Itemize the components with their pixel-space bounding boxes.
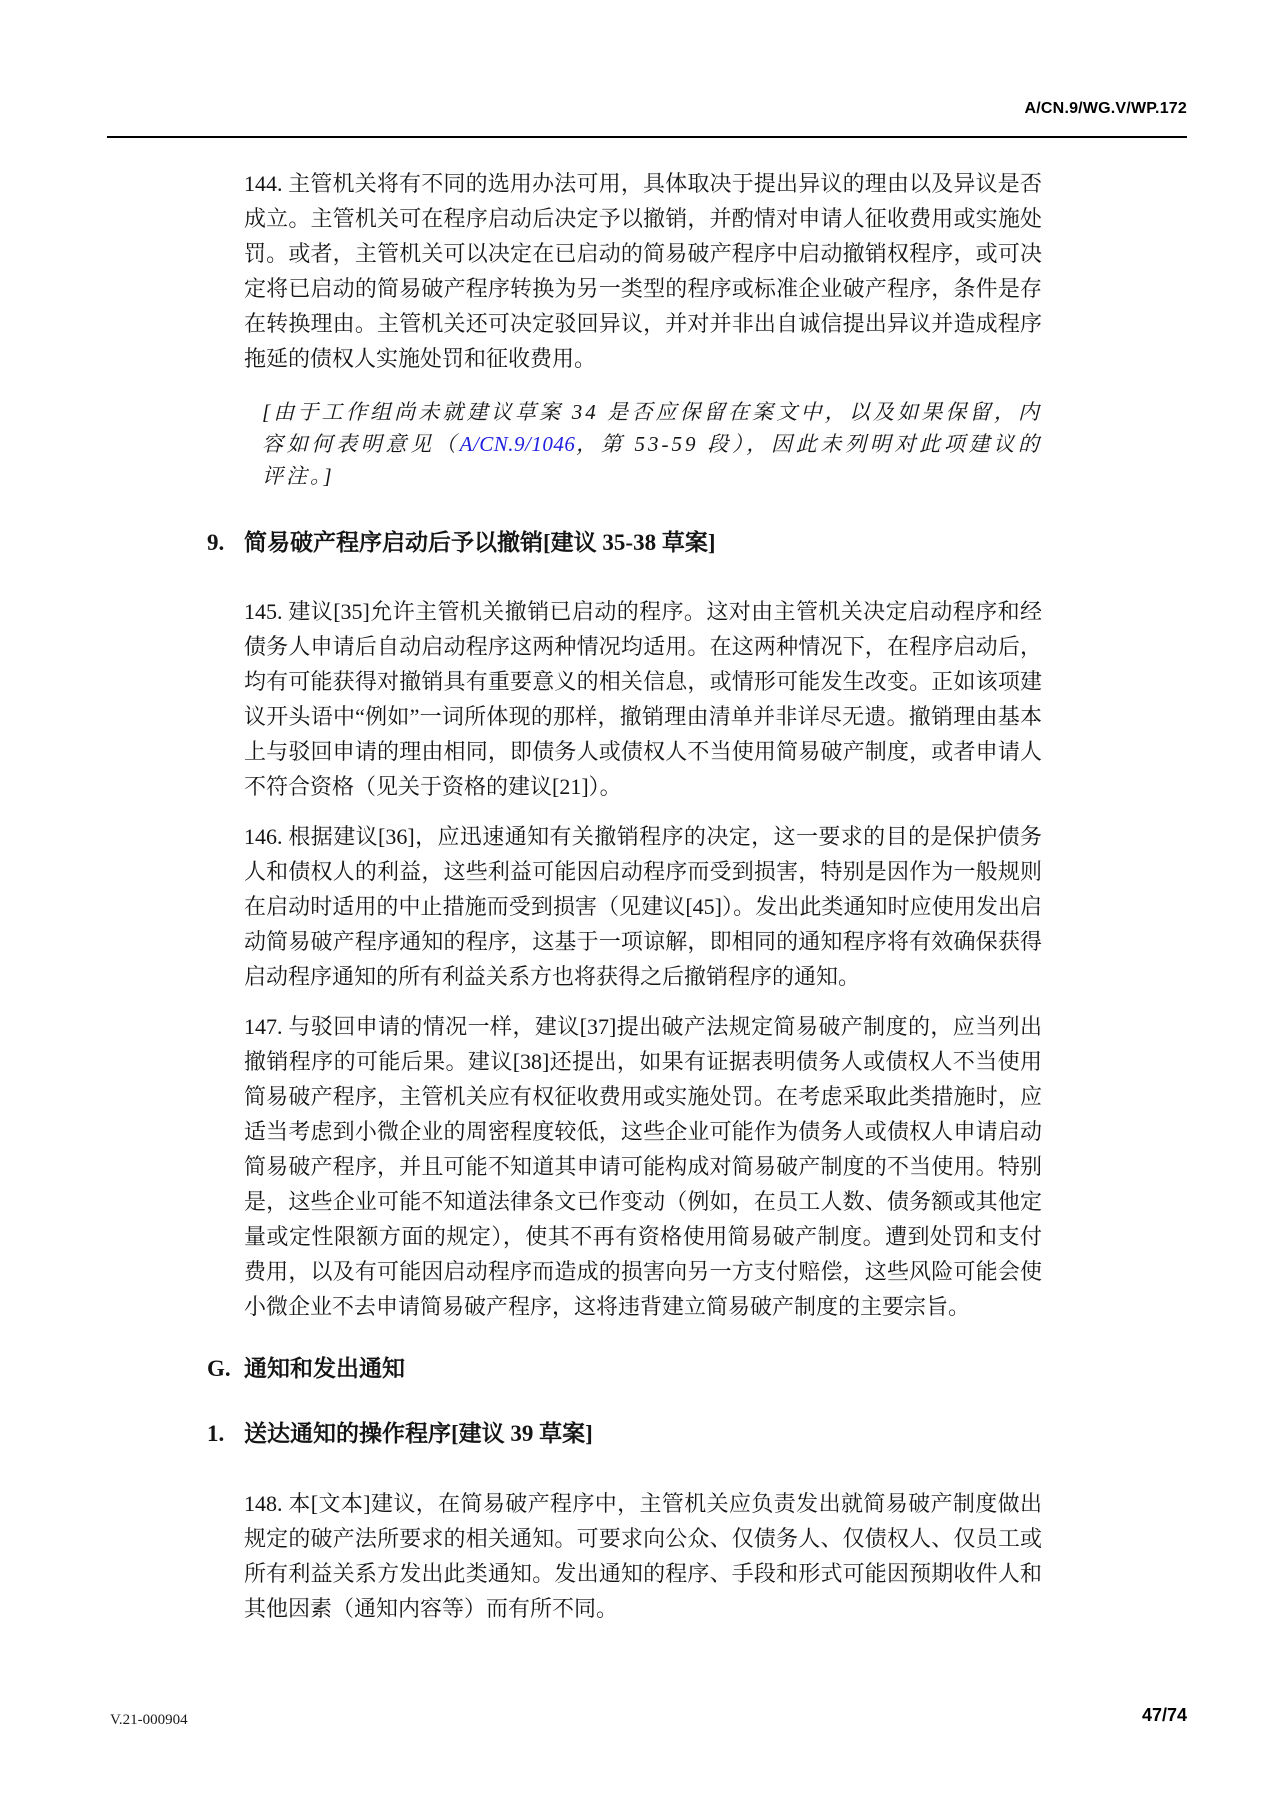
- note-text-before-link: [由于工作组尚未就建议草案 34 是否应保留在案文中，以及如果保留，内容如何表明意见（: [262, 400, 1042, 456]
- paragraph-144: 144. 主管机关将有不同的选用办法可用，具体取决于提出异议的理由以及异议是否成立。主管机关可在程序启动后决定予以撤销，并酌情对申请人征收费用或实施处罚。或者，主管机关可以决定在已启动的简易破产程序中启动撤销权程序，或可决定将已启动的简易破产程序转换为另一类型的程序或标准企业破产程序，条件是存在转换理由。主管机关还可决定驳回异议，并对并非出自诚信提出异议并造成程序拖延的债权人实施处罚和征收费用。: [244, 171, 1042, 371]
- subsection-1-number: 1.: [207, 1421, 225, 1446]
- document-body: [207, 0, 1043, 1626]
- section-g-heading: [207, 1351, 1042, 1386]
- section-g-number: G.: [207, 1356, 231, 1381]
- working-group-note: [262, 396, 1042, 492]
- subsection-1-heading: [207, 1416, 1042, 1451]
- footer-job-number: V.21-000904: [110, 1712, 188, 1728]
- paragraph-145: 145. 建议[35]允许主管机关撤销已启动的程序。这对由主管机关决定启动程序和经债务人申请后自动启动程序这两种情况均适用。在这两种情况下，在程序启动后，均有可能获得对撤销具有重要意义的相关信息，或情形可能发生改变。正如该项建议开头语中“例如”一词所体现的那样，撤销理由清单并非详尽无遗。撤销理由基本上与驳回申请的理由相同，即债务人或债权人不当使用简易破产制度，或者申请人不符合资格（见关于资格的建议[21]）。: [244, 599, 1042, 799]
- document-symbol: A/CN.9/WG.V/WP.172: [1024, 100, 1187, 117]
- footer-page-number: 47/74: [1141, 1705, 1187, 1725]
- paragraph-146: 146. 根据建议[36]，应迅速通知有关撤销程序的决定，这一要求的目的是保护债务人和债权人的利益，这些利益可能因启动程序而受到损害，特别是因作为一般规则在启动时适用的中止措施而受到损害（见建议[45]）。发出此类通知时应使用发出启动简易破产程序通知的程序，这基于一项谅解，即相同的通知程序将有效确保获得启动程序通知的所有利益关系方也将获得之后撤销程序的通知。: [244, 824, 1042, 989]
- document-reference-link[interactable]: A/CN.9/1046: [459, 432, 576, 456]
- section-g-title: 通知和发出通知: [244, 1356, 405, 1381]
- section-9-heading: [207, 525, 1042, 560]
- paragraph-148: 148. 本[文本]建议，在简易破产程序中，主管机关应负责发出就简易破产制度做出规定的破产法所要求的相关通知。可要求向公众、仅债务人、仅债权人、仅员工或所有利益关系方发出此类通知。发出通知的程序、手段和形式可能因预期收件人和其他因素（通知内容等）而有所不同。: [244, 1491, 1042, 1621]
- subsection-1-title: 送达通知的操作程序[建议 39 草案]: [244, 1421, 593, 1446]
- section-9-number: 9.: [207, 530, 225, 555]
- paragraph-147: 147. 与驳回申请的情况一样，建议[37]提出破产法规定简易破产制度的，应当列出撤销程序的可能后果。建议[38]还提出，如果有证据表明债务人或债权人不当使用简易破产程序，主管机关应有权征收费用或实施处罚。在考虑采取此类措施时，应适当考虑到小微企业的周密程度较低，这些企业可能作为债务人或债权人申请启动简易破产程序，并且可能不知道其申请可能构成对简易破产制度的不当使用。特别是，这些企业可能不知道法律条文已作变动（例如，在员工人数、债务额或其他定量或定性限额方面的规定），使其不再有资格使用简易破产制度。遭到处罚和支付费用，以及有可能因启动程序而造成的损害向另一方支付赔偿，这些风险可能会使小微企业不去申请简易破产程序，这将违背建立简易破产制度的主要宗旨。: [244, 1014, 1042, 1319]
- section-9-title: 简易破产程序启动后予以撤销[建议 35-38 草案]: [244, 530, 716, 555]
- note-text-after-link: ，第 53-59 段），因此未列明对此项建议的评注。]: [262, 432, 1043, 488]
